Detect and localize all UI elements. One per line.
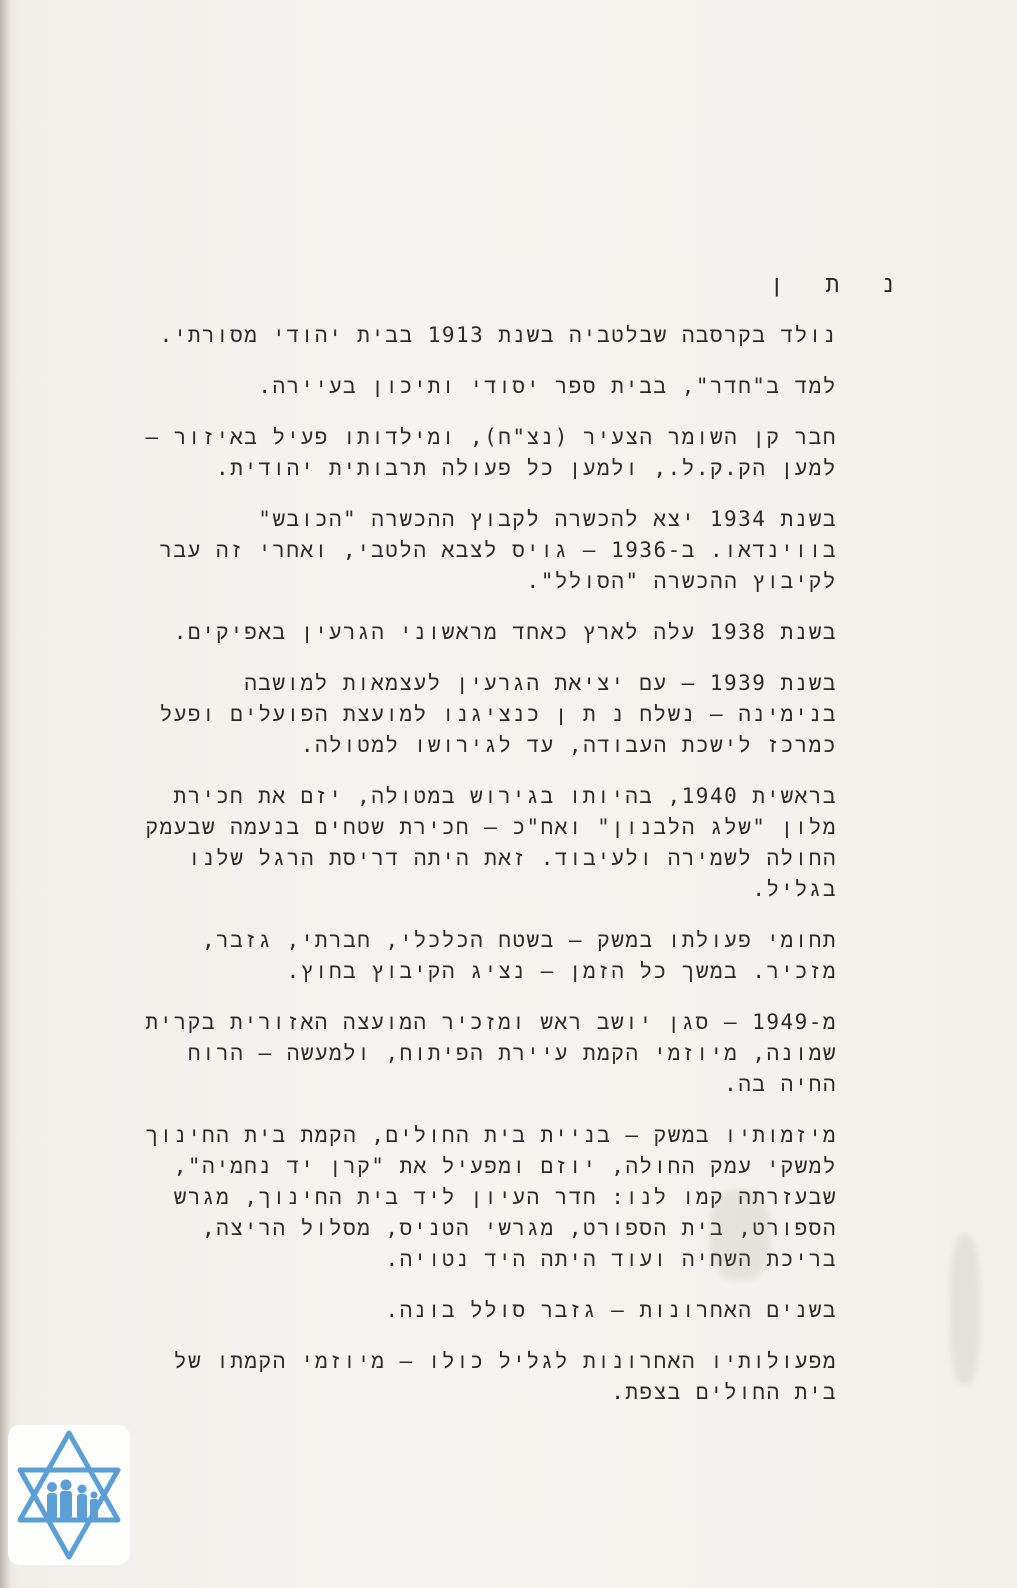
paper-smudge — [710, 1190, 770, 1280]
paragraph: בשנים האחרונות – גזבר סולל בונה. — [385, 1298, 837, 1322]
paragraph: בשנת 1939 – עם יציאת הגרעין לעצמאות למושבה בנימינה – נשלח נ ת ן כנציגנו למועצת הפועלים ופעל כמרכז לישכת העבודה, עד לגירושו למטולה. — [159, 671, 837, 757]
paper-smudge — [950, 1235, 980, 1385]
paragraph: מפעולותיו האחרונות לגליל כולו – מיוזמי הקמתו של בית החולים בצפת. — [173, 1349, 837, 1404]
paragraph: מ-1949 – סגן יושב ראש ומזכיר המועצה האזורית בקרית שמונה, מיוזמי הקמת עיירת הפיתוח, ולמעשה – הרוח החיה בה. — [145, 1010, 837, 1096]
page-edge-shadow — [0, 0, 10, 1588]
logo — [8, 1425, 130, 1565]
page-title: נ ת ן — [769, 272, 909, 298]
paragraph: בשנת 1938 עלה לארץ כאחד מראשוני הגרעין באפיקים. — [173, 620, 837, 644]
star-of-david-family-icon — [8, 1425, 130, 1565]
paragraph: נולד בקרסבה שבלטביה בשנת 1913 בבית יהודי מסורתי. — [159, 323, 837, 347]
paragraph: בשנת 1934 יצא להכשרה לקבוץ ההכשרה "הכובש" בווינדאו. ב-1936 – גויס לצבא הלטבי, ואחרי זה עבר לקיבוץ ההכשרה "הסולל". — [159, 507, 837, 593]
paragraph: בראשית 1940, בהיותו בגירוש במטולה, יזם את חכירת מלון "שלג הלבנון" ואח"כ – חכירת שטחים בנעמה שבעמק החולה לשמירה ולעיבוד. זאת היתה דריסת הרגל שלנו בגליל. — [145, 784, 837, 901]
paragraph: חבר קן השומר הצעיר (נצ"ח), ומילדותו פעיל באיזור – למען הק.ק.ל., ולמען כל פעולה תרבותית יהודית. — [145, 425, 837, 480]
paragraph: תחומי פעולתו במשק – בשטח הכלכלי, חברתי, גזבר, מזכיר. במשך כל הזמן – נציג הקיבוץ בחוץ. — [201, 928, 837, 983]
paragraph: מיזמותיו במשק – בניית בית החולים, הקמת בית החינוך למשקי עמק החולה, יוזם ומפעיל את "קרן יד נחמיה", שבעזרתה קמו לנו: חדר העיון ליד בית החינוך, מגרש הספורט, בית הספורט, מגרשי הטניס, מסלול הריצה, בריכת השחיה ועוד היתה היד נטויה. — [145, 1123, 837, 1271]
paragraph: למד ב"חדר", בבית ספר יסודי ותיכון בעיירה. — [258, 374, 837, 398]
